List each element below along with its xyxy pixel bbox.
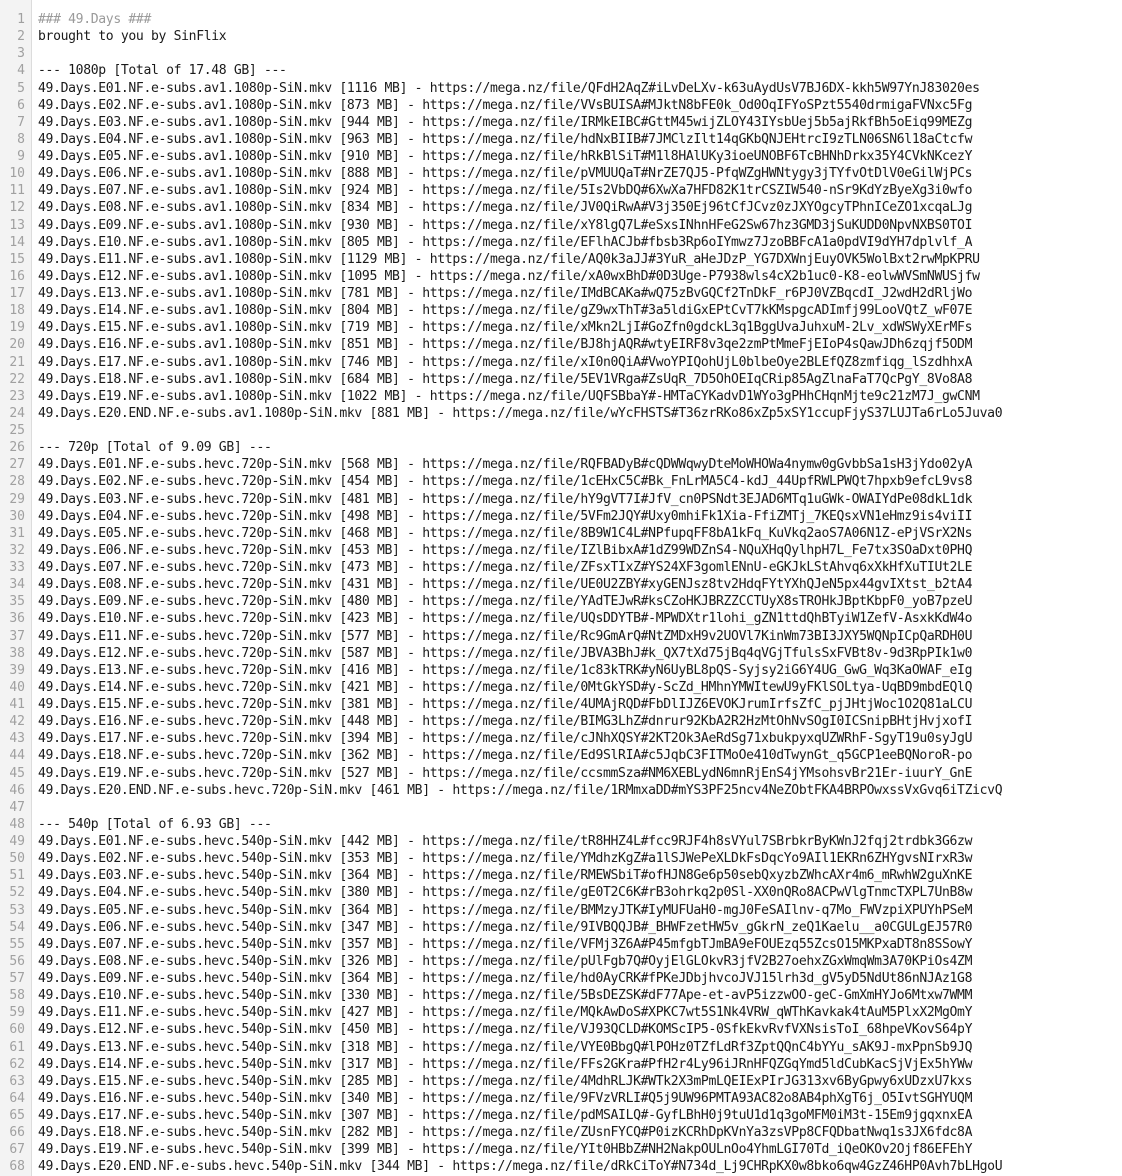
line-number: 5 bbox=[17, 80, 25, 96]
line-number: 34 bbox=[9, 577, 25, 593]
line-number: 37 bbox=[9, 628, 25, 644]
line-number: 52 bbox=[9, 885, 25, 901]
line-number: 16 bbox=[9, 268, 25, 284]
line-number: 46 bbox=[9, 782, 25, 798]
file-link-line[interactable]: 49.Days.E04.NF.e-subs.hevc.540p-SiN.mkv [380 MB] - https://mega.nz/file/gE0T2C6K#rB3ohrkq2p0Sl-XX0nQRo8ACPwVlgTnmcTXPL7UnB8w bbox=[38, 885, 973, 901]
line-number: 38 bbox=[9, 645, 25, 661]
line-number: 67 bbox=[9, 1142, 25, 1158]
file-link-line[interactable]: 49.Days.E13.NF.e-subs.av1.1080p-SiN.mkv [781 MB] - https://mega.nz/file/IMdBCAKa#wQ75zBvGQCf2TnDkF_r6PJ0VZBqcdI_J2wdH2dRljWo bbox=[38, 286, 973, 301]
file-link-line[interactable]: 49.Days.E20.END.NF.e-subs.hevc.540p-SiN.mkv [344 MB] - https://mega.nz/file/dRkCiToY#N734d_Lj9CHRpKX0w8bko6qw4GzZ46HP0Avh7bLHgoU bbox=[38, 1159, 1003, 1175]
line-number: 18 bbox=[9, 303, 25, 319]
line-number: 13 bbox=[9, 217, 25, 233]
file-link-line[interactable]: 49.Days.E19.NF.e-subs.hevc.720p-SiN.mkv [527 MB] - https://mega.nz/file/ccsmmSza#NM6XEBLydN6mnRjEnS4jYMsohsvBr21Er-iuurY_GnE bbox=[38, 765, 973, 781]
line-number: 35 bbox=[9, 594, 25, 610]
line-number: 39 bbox=[9, 662, 25, 678]
file-link-line[interactable]: 49.Days.E11.NF.e-subs.av1.1080p-SiN.mkv [1129 MB] - https://mega.nz/file/AQ0k3aJJ#3YuR_aHeJDzP_YG7DXWnjEuyOVK5WolBxt2rwMpKPRU bbox=[38, 251, 980, 267]
file-link-line[interactable]: 49.Days.E18.NF.e-subs.av1.1080p-SiN.mkv [684 MB] - https://mega.nz/file/5EV1VRga#ZsUqR_7D5OhOEIqCRip85AgZlnaFaT7QcPgY_8Vo8A8 bbox=[38, 371, 973, 387]
file-link-line[interactable]: 49.Days.E13.NF.e-subs.hevc.540p-SiN.mkv [318 MB] - https://mega.nz/file/VYE0BbgQ#lPOHz0TZfLdRf3ZptQQnC4bYYu_sAK9J-mxPpnSb9JQ bbox=[38, 1039, 973, 1055]
line-number: 17 bbox=[9, 286, 25, 301]
file-link-line[interactable]: 49.Days.E03.NF.e-subs.hevc.540p-SiN.mkv [364 MB] - https://mega.nz/file/RMEWSbiT#ofHJN8Ge6p50sebQxyzbZWhcAXr4m6_mRwhW2guXnKE bbox=[38, 868, 973, 884]
file-link-line[interactable]: 49.Days.E02.NF.e-subs.av1.1080p-SiN.mkv [873 MB] - https://mega.nz/file/VVsBUISA#MJktN8bFE0k_Od0OqIFYoSPzt5540drmigaFVNxc5Fg bbox=[38, 97, 973, 113]
line-number: 12 bbox=[9, 200, 25, 216]
file-link-line[interactable]: 49.Days.E11.NF.e-subs.hevc.540p-SiN.mkv [427 MB] - https://mega.nz/file/MQkAwDoS#XPKC7wt5S1Nk4VRW_qWThKavkak4tAuM5PlxX2MgOmY bbox=[38, 1005, 973, 1021]
file-link-line[interactable]: 49.Days.E06.NF.e-subs.av1.1080p-SiN.mkv [888 MB] - https://mega.nz/file/pVMUUQaT#NrZE7QJ5-PfqWZgHWNtygy3jTYfvOtDlV0eGilWjPCs bbox=[38, 166, 973, 182]
line-number: 26 bbox=[9, 440, 25, 456]
line-number: 53 bbox=[9, 902, 25, 918]
blank-line bbox=[38, 422, 1122, 439]
file-link-line[interactable]: 49.Days.E01.NF.e-subs.av1.1080p-SiN.mkv [1116 MB] - https://mega.nz/file/QFdH2AqZ#iLvDeLXv-k63uAydUsV7BJ6DX-kkh5W97YnJ83020es bbox=[38, 80, 980, 96]
file-link-line[interactable]: 49.Days.E07.NF.e-subs.hevc.720p-SiN.mkv [473 MB] - https://mega.nz/file/ZFsxTIxZ#YS24XF3gomlENnU-eGKJkLStAhvq6xXkHfXuTIUt2LE bbox=[38, 560, 973, 575]
file-link-line[interactable]: 49.Days.E17.NF.e-subs.hevc.540p-SiN.mkv [307 MB] - https://mega.nz/file/pdMSAILQ#-GyfLBhH0j9tuU1d1q3goMFM0iM3t-15Em9jgqxnxEA bbox=[38, 1108, 973, 1123]
line-number: 60 bbox=[9, 1022, 25, 1038]
line-number: 10 bbox=[9, 166, 25, 182]
line-number: 6 bbox=[17, 97, 25, 113]
line-number: 55 bbox=[9, 936, 25, 952]
line-number: 30 bbox=[9, 508, 25, 524]
line-number: 43 bbox=[9, 731, 25, 747]
line-number: 64 bbox=[9, 1090, 25, 1106]
file-link-line[interactable]: 49.Days.E20.END.NF.e-subs.hevc.720p-SiN.mkv [461 MB] - https://mega.nz/file/1RMmxaDD#mYS3PF25ncv4NeZObtFKA4BRPOwxssVxGvq6iTZicvQ bbox=[38, 782, 1003, 798]
file-link-line[interactable]: 49.Days.E14.NF.e-subs.hevc.720p-SiN.mkv [421 MB] - https://mega.nz/file/0MtGkYSD#y-ScZd_HMhnYMWItewU9yFKlSOLtya-UqBD9mbdEQlQ bbox=[38, 679, 973, 695]
line-number: 22 bbox=[9, 371, 25, 387]
line-number: 31 bbox=[9, 525, 25, 541]
file-link-line[interactable]: 49.Days.E04.NF.e-subs.hevc.720p-SiN.mkv [498 MB] - https://mega.nz/file/5VFm2JQY#Uxy0mhiFk1Xia-FfiZMTj_7KEQsxVN1eHmz9is4viII bbox=[38, 508, 973, 524]
file-link-line[interactable]: 49.Days.E16.NF.e-subs.av1.1080p-SiN.mkv [851 MB] - https://mega.nz/file/BJ8hjAQR#wtyEIRF8v3qe2zmPtMmeFjEIoP4sQawJDh6zqjf5ODM bbox=[38, 337, 973, 353]
line-number: 27 bbox=[9, 457, 25, 473]
file-link-line[interactable]: 49.Days.E01.NF.e-subs.hevc.720p-SiN.mkv [568 MB] - https://mega.nz/file/RQFBADyB#cQDWWqwyDteMoWHOWa4nymw0gGvbbSa1sH3jYdo02yA bbox=[38, 457, 973, 473]
file-link-line[interactable]: 49.Days.E15.NF.e-subs.hevc.720p-SiN.mkv [381 MB] - https://mega.nz/file/4UMAjRQD#FbDlIJZ6EVOKJrumIrfsZfC_pjJHtjWoc1O2Q81aLCU bbox=[38, 697, 973, 712]
file-link-line[interactable]: 49.Days.E15.NF.e-subs.av1.1080p-SiN.mkv [719 MB] - https://mega.nz/file/xMkn2LjI#GoZfn0gdckL3q1BggUvaJuhxuM-2Lv_xdWSWyXErMFs bbox=[38, 320, 973, 336]
line-number: 21 bbox=[9, 354, 25, 370]
line-number: 42 bbox=[9, 714, 25, 730]
line-number: 40 bbox=[9, 679, 25, 695]
line-number: 23 bbox=[9, 388, 25, 404]
file-link-line[interactable]: 49.Days.E04.NF.e-subs.av1.1080p-SiN.mkv [963 MB] - https://mega.nz/file/hdNxBIIB#7JMClzIlt14qGKbQNJEHtrcI9zTLN06SN6l18aCtcfw bbox=[38, 131, 973, 147]
file-link-line[interactable]: 49.Days.E20.END.NF.e-subs.av1.1080p-SiN.mkv [881 MB] - https://mega.nz/file/wYcFHSTS#T36zrRKo86xZp5xSY1ccupFjyS37LUJTa6rLo5Juva0 bbox=[38, 405, 1003, 421]
line-number: 2 bbox=[17, 29, 25, 45]
file-link-line[interactable]: 49.Days.E16.NF.e-subs.hevc.540p-SiN.mkv [340 MB] - https://mega.nz/file/9FVzVRLI#Q5j9UW96PMTA93AC82o8AB4phXgT6j_O5IvtSGHYUQM bbox=[38, 1090, 973, 1106]
line-number: 51 bbox=[9, 868, 25, 884]
file-link-line[interactable]: 49.Days.E17.NF.e-subs.hevc.720p-SiN.mkv [394 MB] - https://mega.nz/file/cJNhXQSY#2KT2Ok3AeRdSg71xbukpyxqUZWRhF-SgyT19u0syJgU bbox=[38, 731, 973, 747]
file-link-line[interactable]: 49.Days.E09.NF.e-subs.hevc.540p-SiN.mkv [364 MB] - https://mega.nz/file/hd0AyCRK#fPKeJDbjhvcoJVJ15lrh3d_gV5yD5NdUt86nNJAz1G8 bbox=[38, 971, 973, 986]
file-link-line[interactable]: 49.Days.E14.NF.e-subs.hevc.540p-SiN.mkv [317 MB] - https://mega.nz/file/FFs2GKra#PfH2r4Ly96iJRnHFQZGqYmd5ldCubKacSjVjEx5hYWw bbox=[38, 1056, 973, 1072]
line-number: 9 bbox=[17, 149, 25, 164]
title-line: ### 49.Days ### bbox=[38, 12, 151, 27]
text-content[interactable] bbox=[32, 0, 1122, 1176]
line-number: 7 bbox=[17, 114, 25, 130]
section-header-line: --- 1080p [Total of 17.48 GB] --- bbox=[38, 63, 287, 79]
file-link-line[interactable]: 49.Days.E06.NF.e-subs.hevc.720p-SiN.mkv [453 MB] - https://mega.nz/file/IZlBibxA#1dZ99WDZnS4-NQuXHqQylhpH7L_Fe7tx3SOaDxt0PHQ bbox=[38, 542, 973, 558]
file-link-line[interactable]: 49.Days.E03.NF.e-subs.hevc.720p-SiN.mkv [481 MB] - https://mega.nz/file/hY9gVT7I#JfV_cn0PSNdt3EJAD6MTq1uGWk-OWAIYdPe08dkL1dk bbox=[38, 491, 973, 507]
line-number: 24 bbox=[9, 405, 25, 421]
line-number: 41 bbox=[9, 697, 25, 712]
blank-line bbox=[38, 45, 1122, 62]
line-number: 19 bbox=[9, 320, 25, 336]
line-number: 61 bbox=[9, 1039, 25, 1055]
file-link-line[interactable]: 49.Days.E18.NF.e-subs.hevc.540p-SiN.mkv [282 MB] - https://mega.nz/file/ZUsnFYCQ#P0izKCRhDpKVnYa3zsVPp8CFQDbatNwq1s3JX6fdc8A bbox=[38, 1125, 973, 1141]
line-number-gutter bbox=[0, 0, 32, 1176]
line-number: 8 bbox=[17, 131, 25, 147]
line-number: 28 bbox=[9, 474, 25, 490]
file-link-line[interactable]: 49.Days.E08.NF.e-subs.hevc.720p-SiN.mkv [431 MB] - https://mega.nz/file/UE0U2ZBY#xyGENJsz8tv2HdqFYtYXhQJeN5px44gvIXtst_b2tA4 bbox=[38, 577, 973, 593]
file-link-line[interactable]: 49.Days.E14.NF.e-subs.av1.1080p-SiN.mkv [804 MB] - https://mega.nz/file/gZ9wxThT#3a5ldiGxEPtCvT7kKMspgcADImfj99LooVQtZ_wF07E bbox=[38, 303, 973, 319]
file-link-line[interactable]: 49.Days.E13.NF.e-subs.hevc.720p-SiN.mkv [416 MB] - https://mega.nz/file/1c83kTRK#yN6UyBL8pQS-Syjsy2iG6Y4UG_GwG_Wq3KaOWAF_eIg bbox=[38, 662, 973, 678]
line-number: 45 bbox=[9, 765, 25, 781]
line-number: 58 bbox=[9, 988, 25, 1004]
line-number: 36 bbox=[9, 611, 25, 627]
file-link-line[interactable]: 49.Days.E12.NF.e-subs.hevc.720p-SiN.mkv [587 MB] - https://mega.nz/file/JBVA3BhJ#k_QX7tXd75jBq4qVGjTfulsSxFVBt8v-9d3RpPIk1w0 bbox=[38, 645, 973, 661]
line-number: 59 bbox=[9, 1005, 25, 1021]
line-number: 68 bbox=[9, 1159, 25, 1175]
section-header-line: --- 540p [Total of 6.93 GB] --- bbox=[38, 816, 272, 832]
line-number: 20 bbox=[9, 337, 25, 353]
file-link-line[interactable]: 49.Days.E19.NF.e-subs.hevc.540p-SiN.mkv [399 MB] - https://mega.nz/file/YIt0HBbZ#NH2NakpOULnOo4YhmLGI70Td_iQeOKOv2Ojf86EFEhY bbox=[38, 1142, 973, 1158]
file-link-line[interactable]: 49.Days.E05.NF.e-subs.hevc.720p-SiN.mkv [468 MB] - https://mega.nz/file/8B9W1C4L#NPfupqFF8bA1kFq_KuVkq2aoS7A06N1Z-ePjVSrX2Ns bbox=[38, 525, 973, 541]
line-number: 49 bbox=[9, 834, 25, 849]
line-number: 47 bbox=[9, 799, 25, 815]
file-link-line[interactable]: 49.Days.E12.NF.e-subs.av1.1080p-SiN.mkv [1095 MB] - https://mega.nz/file/xA0wxBhD#0D3Uge-P7938wls4cX2b1uc0-K8-eolwWVSmNWUSjfw bbox=[38, 268, 980, 284]
section-header-line: --- 720p [Total of 9.09 GB] --- bbox=[38, 440, 272, 456]
file-link-line[interactable]: 49.Days.E02.NF.e-subs.hevc.540p-SiN.mkv [353 MB] - https://mega.nz/file/YMdhzKgZ#a1lSJWePeXLDkFsDqcYo9AIl1EKRn6ZHYgvsNIrxR3w bbox=[38, 851, 973, 867]
line-number: 29 bbox=[9, 491, 25, 507]
line-number: 63 bbox=[9, 1073, 25, 1089]
blank-line bbox=[38, 799, 1122, 816]
file-link-line[interactable]: 49.Days.E09.NF.e-subs.hevc.720p-SiN.mkv [480 MB] - https://mega.nz/file/YAdTEJwR#ksCZoHKJBRZZCCTUyX8sTROHkJBptKbpF0_yoB7pzeU bbox=[38, 594, 973, 610]
file-link-line[interactable]: 49.Days.E12.NF.e-subs.hevc.540p-SiN.mkv [450 MB] - https://mega.nz/file/VJ93QCLD#KOMScIP5-0SfkEkvRvfVXNsisToI_68hpeVKovS64pY bbox=[38, 1022, 973, 1038]
file-link-line[interactable]: 49.Days.E15.NF.e-subs.hevc.540p-SiN.mkv [285 MB] - https://mega.nz/file/4MdhRLJK#WTk2X3mPmLQEIExPIrJG313xv6ByGpwy6xUDzxU7kxs bbox=[38, 1073, 973, 1089]
file-link-line[interactable]: 49.Days.E10.NF.e-subs.hevc.720p-SiN.mkv [423 MB] - https://mega.nz/file/UQsDDYTB#-MPWDXtr1lohi_gZN1ttdQhBTyiW1ZefV-AsxkKdW4o bbox=[38, 611, 973, 627]
file-link-line[interactable]: 49.Days.E08.NF.e-subs.av1.1080p-SiN.mkv [834 MB] - https://mega.nz/file/JV0QiRwA#V3j350Ej96tCfJCvz0zJXYOgcyTPhnICeZO1xcqaLJg bbox=[38, 200, 973, 216]
file-link-line[interactable]: 49.Days.E08.NF.e-subs.hevc.540p-SiN.mkv [326 MB] - https://mega.nz/file/pUlFgb7Q#OyjElGLOkvR3jfV2B27oehxZGxWmqWm3A70KPiOs4ZM bbox=[38, 953, 973, 969]
line-number: 62 bbox=[9, 1056, 25, 1072]
file-link-line[interactable]: 49.Days.E02.NF.e-subs.hevc.720p-SiN.mkv [454 MB] - https://mega.nz/file/1cEHxC5C#Bk_FnLrMA5C4-kdJ_44UpfRWLPWQt7hpxb9efcL9vs8 bbox=[38, 474, 973, 490]
line-number: 54 bbox=[9, 919, 25, 935]
file-link-line[interactable]: 49.Days.E18.NF.e-subs.hevc.720p-SiN.mkv [362 MB] - https://mega.nz/file/Ed9SlRIA#c5JqbC3FITMoOe410dTwynGt_q5GCP1eeBQNoroR-po bbox=[38, 748, 973, 764]
line-number: 50 bbox=[9, 851, 25, 867]
file-link-line[interactable]: 49.Days.E19.NF.e-subs.av1.1080p-SiN.mkv [1022 MB] - https://mega.nz/file/UQFSBbaY#-HMTaCYKadvD1WYo3gPHhCHqnMjte9c21zM7J_gwCNM bbox=[38, 388, 980, 404]
line-number: 48 bbox=[9, 816, 25, 832]
text-line: brought to you by SinFlix bbox=[38, 29, 227, 45]
file-link-line[interactable]: 49.Days.E17.NF.e-subs.av1.1080p-SiN.mkv [746 MB] - https://mega.nz/file/xI0n0QiA#VwoYPIQohUjL0blbeOye2BLEfQZ8zmfiqg_lSzdhhxA bbox=[38, 354, 973, 370]
line-number: 25 bbox=[9, 423, 25, 438]
file-link-line[interactable]: 49.Days.E07.NF.e-subs.hevc.540p-SiN.mkv [357 MB] - https://mega.nz/file/VFMj3Z6A#P45mfgbTJmBA9eFOUEzq55ZcsO15MKPxaDT8n8SSowY bbox=[38, 936, 973, 952]
line-number: 57 bbox=[9, 971, 25, 986]
line-number: 65 bbox=[9, 1108, 25, 1123]
file-link-line[interactable]: 49.Days.E09.NF.e-subs.av1.1080p-SiN.mkv [930 MB] - https://mega.nz/file/xY8lgQ7L#eSxsINhnHFeG2Sw67hz3GMD3jSuKUDD0NpvNXBS0TOI bbox=[38, 217, 973, 233]
file-link-line[interactable]: 49.Days.E11.NF.e-subs.hevc.720p-SiN.mkv [577 MB] - https://mega.nz/file/Rc9GmArQ#NtZMDxH9v2UOVl7KinWm73BI3JXY5WQNpICpQaRDH0U bbox=[38, 628, 973, 644]
file-link-line[interactable]: 49.Days.E05.NF.e-subs.hevc.540p-SiN.mkv [364 MB] - https://mega.nz/file/BMMzyJTK#IyMUFUaH0-mgJ0FeSAIlnv-q7Mo_FWVzpiXPUYhPSeM bbox=[38, 902, 973, 918]
line-number: 14 bbox=[9, 234, 25, 250]
line-number: 32 bbox=[9, 542, 25, 558]
line-number: 15 bbox=[9, 251, 25, 267]
file-link-line[interactable]: 49.Days.E01.NF.e-subs.hevc.540p-SiN.mkv [442 MB] - https://mega.nz/file/tR8HHZ4L#fcc9RJF4h8sVYul7SBrbkrByKWnJ2fqj2trdbk3G6zw bbox=[38, 834, 973, 849]
line-number: 4 bbox=[17, 63, 25, 79]
line-number: 11 bbox=[9, 183, 25, 199]
line-number: 3 bbox=[17, 46, 25, 62]
line-number: 1 bbox=[17, 12, 25, 27]
line-number: 56 bbox=[9, 953, 25, 969]
file-link-line[interactable]: 49.Days.E07.NF.e-subs.av1.1080p-SiN.mkv [924 MB] - https://mega.nz/file/5Is2VbDQ#6XwXa7HFD82K1trCSZIW540-nSr9KdYzByeXg3i0wfo bbox=[38, 183, 973, 199]
file-link-line[interactable]: 49.Days.E06.NF.e-subs.hevc.540p-SiN.mkv [347 MB] - https://mega.nz/file/9IVBQQJB#_BHWFzetHW5v_gGkrN_zeQ1Kaelu__a0CGULgEJ57R0 bbox=[38, 919, 973, 935]
line-number: 33 bbox=[9, 560, 25, 575]
line-number: 66 bbox=[9, 1125, 25, 1141]
file-link-line[interactable]: 49.Days.E16.NF.e-subs.hevc.720p-SiN.mkv [448 MB] - https://mega.nz/file/BIMG3LhZ#dnrur92KbA2R2HzMtOhNvSOgI0ICSnipBHtjHvjxofI bbox=[38, 714, 973, 730]
line-number: 44 bbox=[9, 748, 25, 764]
file-link-line[interactable]: 49.Days.E03.NF.e-subs.av1.1080p-SiN.mkv [944 MB] - https://mega.nz/file/IRMkEIBC#GttM45wijZLOY43IYsbUej5b5ajRkfBh5oEiq99MEZg bbox=[38, 114, 973, 130]
file-link-line[interactable]: 49.Days.E05.NF.e-subs.av1.1080p-SiN.mkv [910 MB] - https://mega.nz/file/hRkBlSiT#M1l8HAlUKy3ioeUNOBF6TcBHNhDrkx35Y4CVkNKcezY bbox=[38, 149, 973, 164]
file-link-line[interactable]: 49.Days.E10.NF.e-subs.hevc.540p-SiN.mkv [330 MB] - https://mega.nz/file/5BsDEZSK#dF77Ape-et-avP5izzwOO-geC-GmXmHYJo6Mtxw7WMM bbox=[38, 988, 973, 1004]
file-link-line[interactable]: 49.Days.E10.NF.e-subs.av1.1080p-SiN.mkv [805 MB] - https://mega.nz/file/EFlhACJb#fbsb3Rp6oIYmwz7JzoBBFcA1a0pdVI9dYH7dplvlf_A bbox=[38, 234, 973, 250]
